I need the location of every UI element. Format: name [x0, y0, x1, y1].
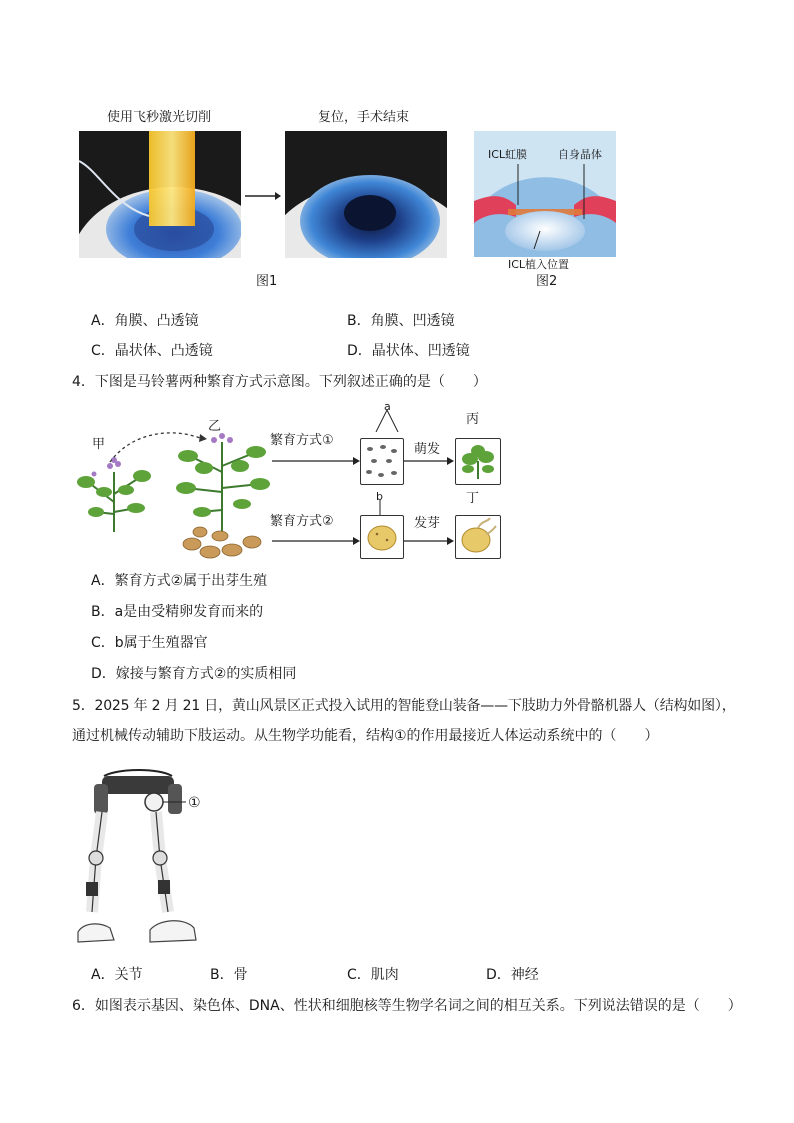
label-method-1: 繁育方式①: [270, 433, 334, 448]
q6-stem: 6．如图表示基因、染色体、DNA、性状和细胞核等生物学名词之间的相互关系。下列说法错误的是（ ）: [72, 998, 742, 1014]
label-ding: 丁: [466, 491, 480, 506]
q3-option-b[interactable]: B．角膜、凹透镜: [347, 313, 455, 329]
fig1-arrow: [245, 190, 281, 202]
label-method-2: 繁育方式②: [270, 514, 334, 529]
laser-cutting-eye-image: [79, 131, 241, 258]
q5-stem-line-1: 5．2025 年 2 月 21 日，黄山风景区正式投入试用的智能登山装备——下肢助力外骨骼机器人（结构如图），: [72, 698, 736, 714]
q5-option-b[interactable]: B．骨: [210, 967, 248, 983]
q4-option-a[interactable]: A．繁育方式②属于出芽生殖: [91, 573, 268, 589]
q4-option-c[interactable]: C．b属于生殖器官: [91, 635, 208, 651]
q4-stem: 4．下图是马铃薯两种繁育方式示意图。下列叙述正确的是（ ）: [72, 374, 487, 390]
label-icl-iris: ICL虹膜: [487, 146, 528, 164]
fig1-caption: 图1: [256, 274, 278, 289]
structure-1-marker: ①: [188, 795, 201, 811]
q5-option-c[interactable]: C．肌肉: [347, 967, 399, 983]
sprouted-tuber-box-ding: [455, 515, 501, 559]
arrow-method-2: [272, 535, 360, 547]
label-sprout: 发芽: [414, 516, 441, 531]
fig1-left-label: 使用飞秒激光切削: [107, 110, 212, 125]
q3-option-d[interactable]: D．晶状体、凹透镜: [347, 343, 470, 359]
label-own-lens: 自身晶体: [557, 146, 603, 164]
label-icl-position: ICL植入位置: [508, 258, 570, 271]
q3-option-a[interactable]: A．角膜、凸透镜: [91, 313, 199, 329]
arrow-germinate: [404, 455, 454, 467]
restored-eye-image: [285, 131, 447, 258]
label-bing: 丙: [466, 412, 480, 427]
q3-option-c[interactable]: C．晶状体、凸透镜: [91, 343, 213, 359]
q5-option-d[interactable]: D．神经: [486, 967, 539, 983]
q5-option-a[interactable]: A．关节: [91, 967, 143, 983]
pointer-lines-a: [370, 410, 404, 432]
fig2-caption: 图2: [536, 274, 558, 289]
label-jia: 甲: [92, 437, 106, 452]
tuber-box-b: [360, 515, 404, 559]
potato-plant-yi: [174, 432, 270, 562]
seed-box-a: [360, 438, 404, 485]
label-b: b: [376, 490, 383, 503]
label-a: a: [384, 400, 391, 413]
q4-option-d[interactable]: D．嫁接与繁育方式②的实质相同: [91, 666, 297, 682]
seedling-box-bing: [455, 438, 501, 485]
exoskeleton-robot-image: [74, 762, 204, 950]
arrow-sprout: [404, 535, 454, 547]
q4-option-b[interactable]: B．a是由受精卵发育而来的: [91, 604, 264, 620]
label-yi: 乙: [208, 419, 222, 434]
arrow-method-1: [272, 455, 360, 467]
label-germinate: 萌发: [414, 442, 441, 457]
fig1-right-label: 复位，手术结束: [318, 110, 410, 125]
q5-stem-line-2: 通过机械传动辅助下肢运动。从生物学功能看，结构①的作用最接近人体运动系统中的（ ）: [72, 728, 659, 744]
